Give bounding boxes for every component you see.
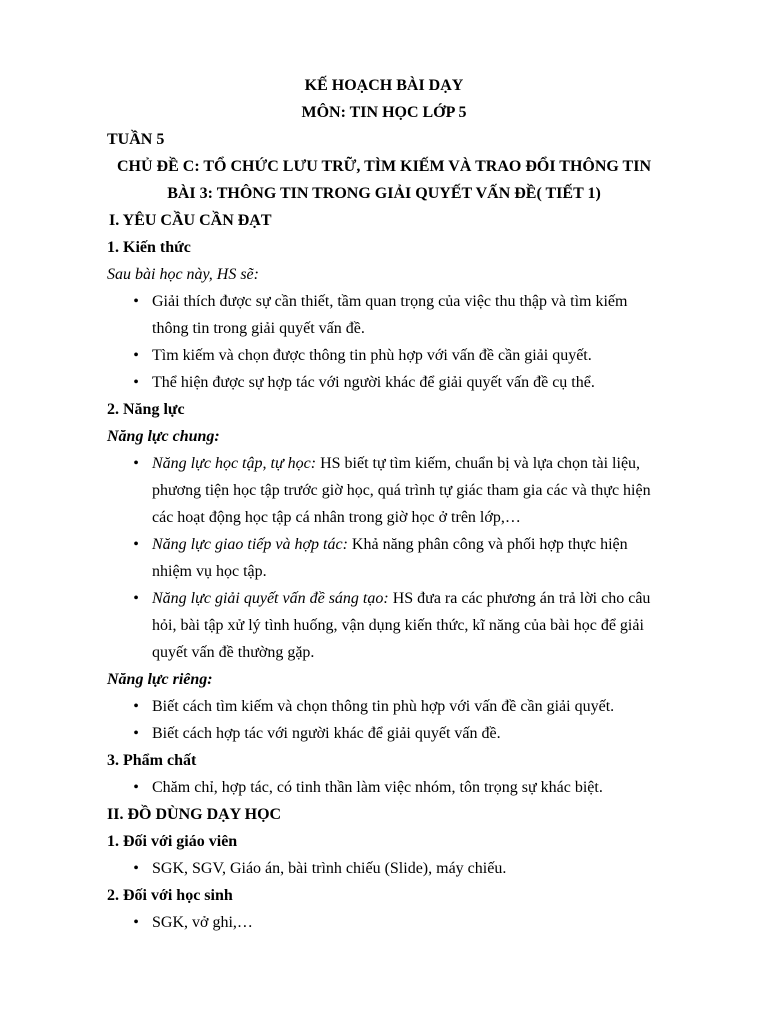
specific-competence-heading: Năng lực riêng:: [107, 671, 213, 688]
bullet-glyph: •: [133, 374, 139, 391]
section2-heading: II. ĐỒ DÙNG DẠY HỌC: [107, 806, 282, 823]
knowledge-heading: 1. Kiến thức: [107, 239, 191, 256]
list-item-text: Chăm chỉ, hợp tác, có tinh thần làm việc nhóm, tôn trọng sự khác biệt.: [152, 779, 603, 796]
list-item-text: Tìm kiếm và chọn được thông tin phù hợp với vấn đề cần giải quyết.: [152, 347, 592, 364]
list-item-text: Thể hiện được sự hợp tác với người khác để giải quyết vấn đề cụ thể.: [152, 374, 595, 391]
list-item: [0, 720, 768, 747]
list-item: [0, 288, 768, 315]
competence-label: Năng lực giải quyết vấn đề sáng tạo:: [152, 590, 389, 607]
document-title: KẾ HOẠCH BÀI DẠY: [304, 77, 464, 94]
list-item-continuation: thông tin trong giải quyết vấn đề.: [152, 320, 365, 337]
topic-line: CHỦ ĐỀ C: TỔ CHỨC LƯU TRỮ, TÌM KIẾM VÀ TRAO ĐỔI THÔNG TIN: [117, 158, 651, 175]
bullet-glyph: •: [133, 914, 139, 931]
competence-heading: 2. Năng lực: [107, 401, 185, 418]
teacher-heading: 1. Đối với giáo viên: [107, 833, 238, 850]
bullet-glyph: •: [133, 860, 139, 877]
quality-heading: 3. Phẩm chất: [107, 752, 197, 769]
list-item-continuation: hỏi, bài tập xử lý tình huống, vận dụng kiến thức, kĩ năng của bài học để giải: [152, 617, 644, 634]
bullet-glyph: •: [133, 293, 139, 310]
list-item-text: HS đưa ra các phương án trả lời cho câu: [388, 590, 651, 607]
list-item-continuation: các hoạt động học tập cá nhân trong giờ học ở trên lớp,…: [152, 509, 521, 526]
list-item-text: SGK, SGV, Giáo án, bài trình chiếu (Slide), máy chiếu.: [152, 860, 507, 877]
list-item-continuation: phương tiện học tập trước giờ học, quá trình tự giác tham gia các và thực hiện: [152, 482, 651, 499]
general-competence-heading: Năng lực chung:: [107, 428, 220, 445]
subject-line: MÔN: TIN HỌC LỚP 5: [301, 104, 467, 121]
bullet-glyph: •: [133, 347, 139, 364]
list-item: [0, 855, 768, 882]
bullet-glyph: •: [133, 725, 139, 742]
list-item: [0, 774, 768, 801]
knowledge-intro: Sau bài học này, HS sẽ:: [107, 266, 259, 283]
competence-label: Năng lực giao tiếp và hợp tác:: [152, 536, 348, 553]
bullet-glyph: •: [133, 779, 139, 796]
bullet-glyph: •: [133, 536, 139, 553]
list-item: [0, 342, 768, 369]
list-item: [0, 585, 768, 612]
bullet-glyph: •: [133, 698, 139, 715]
list-item-continuation: nhiệm vụ học tập.: [152, 563, 267, 580]
list-item-continuation: quyết vấn đề thường gặp.: [152, 644, 315, 661]
list-item: [0, 531, 768, 558]
list-item-text: Khả năng phân công và phối hợp thực hiện: [347, 536, 628, 553]
student-heading: 2. Đối với học sinh: [107, 887, 233, 904]
lesson-line: BÀI 3: THÔNG TIN TRONG GIẢI QUYẾT VẤN ĐỀ( TIẾT 1): [167, 185, 601, 202]
list-item: [0, 909, 768, 936]
list-item-text: Biết cách hợp tác với người khác để giải quyết vấn đề.: [152, 725, 501, 742]
competence-label: Năng lực học tập, tự học:: [152, 455, 317, 472]
list-item-text: Biết cách tìm kiếm và chọn thông tin phù hợp với vấn đề cần giải quyết.: [152, 698, 615, 715]
list-item-text: SGK, vở ghi,…: [152, 914, 253, 931]
bullet-glyph: •: [133, 590, 139, 607]
section1-heading: I. YÊU CẦU CẦN ĐẠT: [109, 212, 272, 229]
list-item-text: HS biết tự tìm kiếm, chuẩn bị và lựa chọn tài liệu,: [316, 455, 641, 472]
list-item: [0, 369, 768, 396]
week-line: TUẦN 5: [107, 131, 165, 148]
list-item-text: Giải thích được sự cần thiết, tầm quan trọng của việc thu thập và tìm kiếm: [152, 293, 628, 310]
list-item: [0, 450, 768, 477]
list-item: [0, 693, 768, 720]
bullet-glyph: •: [133, 455, 139, 472]
